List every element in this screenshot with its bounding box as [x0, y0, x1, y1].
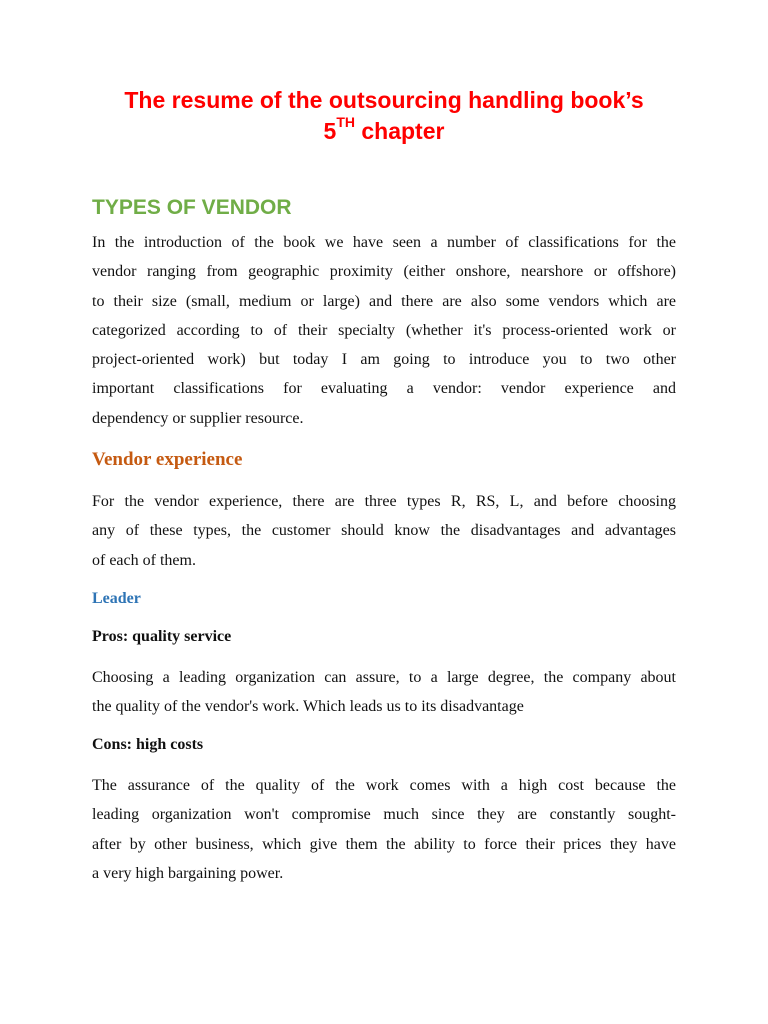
subheading-vendor-experience: Vendor experience [92, 449, 243, 470]
paragraph-line: For the vendor experience, there are three types R, RS, L, and before choosing [92, 493, 676, 510]
paragraph-line: leading organization won't compromise much since they are constantly sought- [92, 806, 676, 824]
paragraph-line: Choosing a leading organization can assure, to a large degree, the company about [92, 669, 676, 686]
paragraph-line: the quality of the vendor's work. Which leads us to its disadvantage [92, 698, 524, 716]
paragraph-line: In the introduction of the book we have seen a number of classifications for the [92, 234, 676, 251]
document-title-line-1: The resume of the outsourcing handling book’s [124, 87, 644, 113]
subheading-leader: Leader [92, 590, 141, 607]
title-chapter-word: chapter [354, 118, 445, 144]
vendor-experience-paragraph [92, 487, 676, 575]
title-chapter-superscript: TH [336, 114, 355, 130]
intro-paragraph [92, 228, 676, 433]
pros-heading: Pros: quality service [92, 628, 232, 645]
document-title-line-2 [60, 114, 708, 145]
paragraph-line: dependency or supplier resource. [92, 409, 304, 427]
pros-paragraph [92, 663, 676, 722]
paragraph-line: a very high bargaining power. [92, 864, 284, 882]
cons-heading: Cons: high costs [92, 736, 204, 753]
title-chapter-number: 5 [323, 118, 337, 144]
paragraph-line: any of these types, the customer should know the disadvantages and advantages [92, 522, 676, 540]
cons-paragraph [92, 771, 676, 888]
paragraph-line: after by other business, which give them the ability to force their prices they have [92, 835, 676, 853]
paragraph-line: vendor ranging from geographic proximity (either onshore, nearshore or offshore) [92, 263, 676, 281]
paragraph-line: The assurance of the quality of the work comes with a high cost because the [92, 777, 676, 794]
paragraph-line: categorized according to of their specialty (whether it's process-oriented work or [92, 321, 676, 339]
paragraph-line: project-oriented work) but today I am going to introduce you to two other [92, 351, 676, 369]
paragraph-line: to their size (small, medium or large) and there are also some vendors which are [92, 292, 676, 310]
section-heading-types-of-vendor: TYPES OF VENDOR [92, 196, 292, 219]
paragraph-line: important classifications for evaluating a vendor: vendor experience and [92, 380, 676, 398]
paragraph-line: of each of them. [92, 551, 196, 569]
